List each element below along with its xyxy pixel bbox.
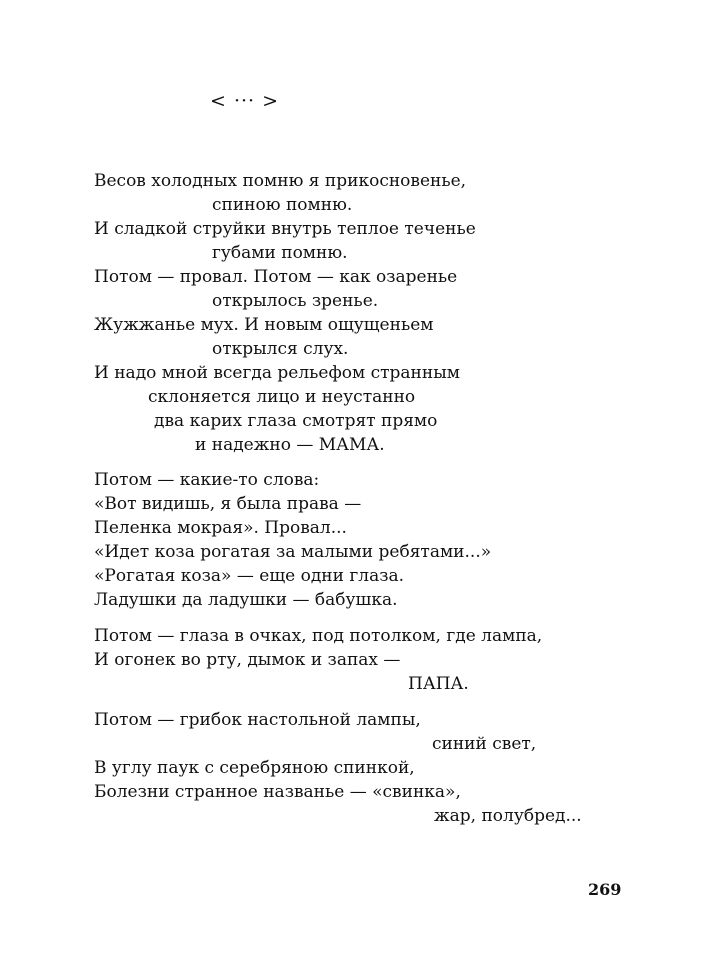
poem-line: склоняется лицо и неустанно (148, 387, 416, 407)
poem-line: И надо мной всегда рельефом странным (94, 363, 460, 383)
poem-line: жар, полубред... (434, 806, 582, 826)
poem-line: и надежно — МАМА. (195, 435, 385, 455)
section-ornament: < ··· > (210, 90, 280, 112)
poem-line: Потом — грибок настольной лампы, (94, 710, 421, 730)
poem-line: открылось зренье. (212, 291, 379, 311)
poem-line: открылся слух. (212, 339, 349, 359)
poem-line: Пеленка мокрая». Провал... (94, 518, 347, 538)
poem-line: Потом — провал. Потом — как озаренье (94, 267, 458, 287)
poem-line: Ладушки да ладушки — бабушка. (94, 590, 398, 610)
poem-line: И огонек во рту, дымок и запах — (94, 650, 401, 670)
poem-line: «Идет коза рогатая за малыми ребятами...» (94, 542, 492, 562)
poem-line: Болезни странное названье — «свинка», (94, 782, 461, 802)
poem-line: «Рогатая коза» — еще одни глаза. (94, 566, 405, 586)
poem-line: два карих глаза смотрят прямо (154, 411, 438, 431)
poem-line: Жужжанье мух. И новым ощущеньем (94, 315, 434, 335)
poem-line: «Вот видишь, я была права — (94, 494, 362, 514)
poem-line: Потом — какие-то слова: (94, 470, 320, 490)
poem-line: Весов холодных помню я прикосновенье, (94, 171, 467, 191)
poem-line: спиною помню. (212, 195, 353, 215)
poem-line: И сладкой струйки внутрь теплое теченье (94, 219, 476, 239)
poem-line: В углу паук с серебряною спинкой, (94, 758, 415, 778)
poem-line: губами помню. (212, 243, 348, 263)
page-number: 269 (588, 880, 622, 899)
poem-line: ПАПА. (408, 674, 469, 694)
poem-line: синий свет, (432, 734, 537, 754)
poem-line: Потом — глаза в очках, под потолком, где лампа, (94, 626, 543, 646)
